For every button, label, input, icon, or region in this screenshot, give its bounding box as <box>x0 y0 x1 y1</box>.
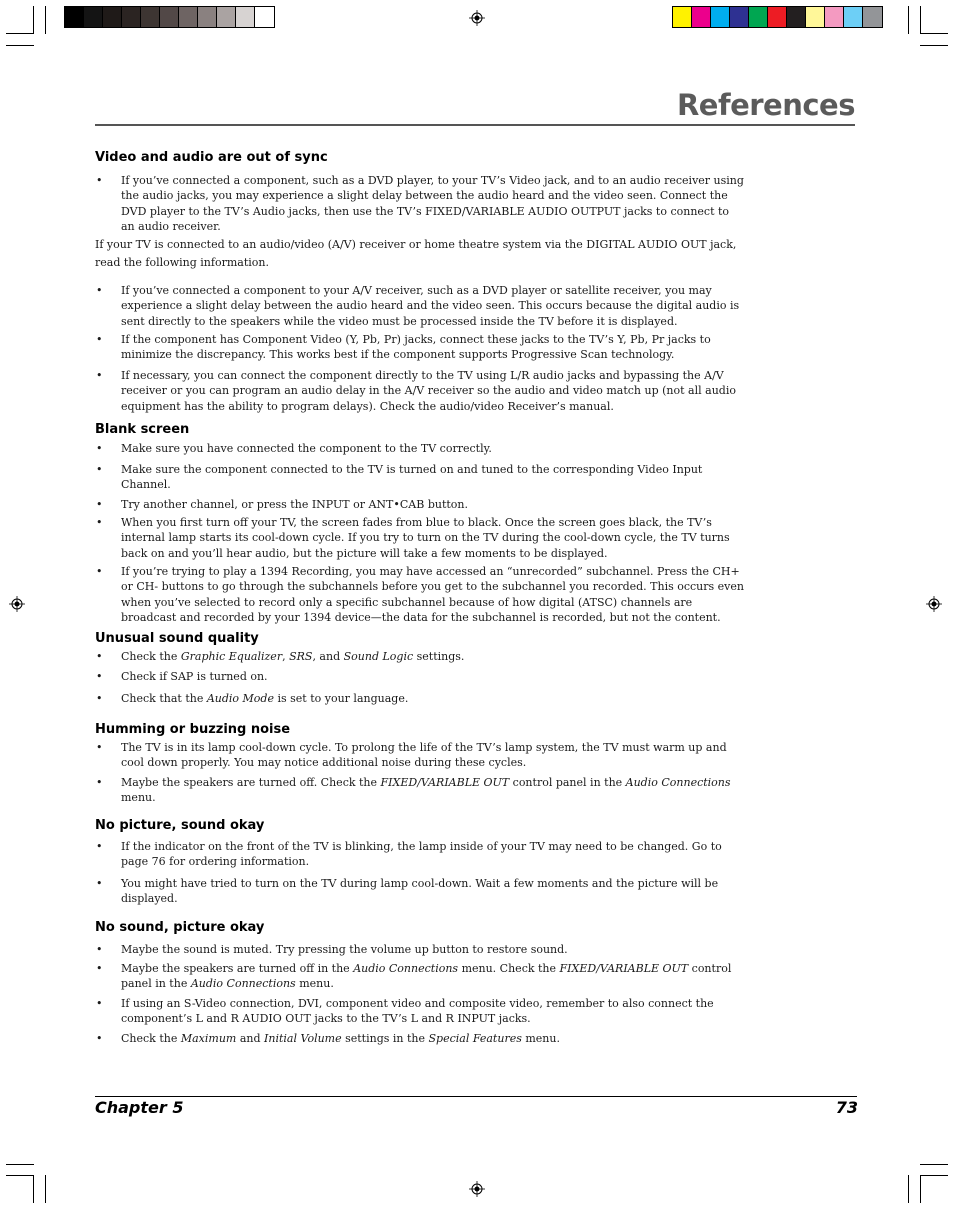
bullet: • <box>96 962 103 975</box>
registration-mark-icon <box>926 596 942 612</box>
crop-mark <box>920 33 948 34</box>
bullet: • <box>96 1032 103 1045</box>
registration-mark-icon <box>9 596 25 612</box>
list-item: Try another channel, or press the INPUT or ANT•CAB button. <box>121 498 468 511</box>
list-item: If you’ve connected a component, such as a DVD player, to your TV’s Video jack, and to an audio receiver using the audio jacks, you may experience a slight delay between the audio heard and the video seen. Connect the DVD player to the TV’s Audio jacks, then use the TV’s FIXED/VARIABLE AUDIO OUTPUT jacks to connect to an audio receiver. <box>121 174 744 233</box>
bullet: • <box>96 776 103 789</box>
list-item: You might have tried to turn on the TV during lamp cool-down. Wait a few moments and the picture will be displayed. <box>121 877 719 906</box>
list-item: If you’re trying to play a 1394 Recording, you may have accessed an “unrecorded” subchannel. Press the CH+ or CH- buttons to go through the subchannels before you get to the subchannel you recorded. This occurs even when you’ve selected to record only a specific subchannel because of how digital (ATSC) channels are broadcast and recorded by your 1394 device—the data for the subchannel is recorded, but not the content. <box>121 565 744 624</box>
color-swatch <box>84 7 103 27</box>
bullet: • <box>96 333 103 346</box>
color-swatch <box>730 7 749 27</box>
section-heading: Blank screen <box>95 422 190 437</box>
color-swatch <box>768 7 787 27</box>
crop-mark <box>6 33 34 34</box>
color-swatch <box>844 7 863 27</box>
bullet: • <box>96 565 103 578</box>
registration-mark-icon <box>469 10 485 26</box>
list-item: When you first turn off your TV, the screen fades from blue to black. Once the screen goes black, the TV’s internal lamp starts its cool-down cycle. If you try to turn on the TV during the cool-down cycle, the TV turns back on and you’ll hear audio, but the picture will take a few moments to be displayed. <box>121 516 730 560</box>
crop-mark <box>6 1164 34 1165</box>
bullet: • <box>96 516 103 529</box>
bullet: • <box>96 498 103 511</box>
section-heading: No picture, sound okay <box>95 818 265 833</box>
crop-mark <box>45 1175 46 1203</box>
chapter-label: Chapter 5 <box>95 1098 184 1117</box>
color-swatch <box>255 7 274 27</box>
list-item: Check if SAP is turned on. <box>121 670 268 683</box>
list-item: If the indicator on the front of the TV is blinking, the lamp inside of your TV may need to be changed. Go to page 76 for ordering information. <box>121 840 722 869</box>
registration-mark-icon <box>469 1181 485 1197</box>
color-swatch <box>198 7 217 27</box>
bullet: • <box>96 174 103 187</box>
color-swatch <box>179 7 198 27</box>
paragraph: If your TV is connected to an audio/video (A/V) receiver or home theatre system via the DIGITAL AUDIO OUT jack, read the following information. <box>95 238 737 269</box>
bullet: • <box>96 997 103 1010</box>
crop-mark <box>908 6 909 34</box>
crop-mark <box>45 6 46 34</box>
bullet: • <box>96 670 103 683</box>
list-item: Check the Graphic Equalizer, SRS, and Sound Logic settings. <box>121 650 465 663</box>
crop-mark <box>33 6 34 34</box>
list-item: If necessary, you can connect the component directly to the TV using L/R audio jacks and bypassing the A/V receiver or you can program an audio delay in the A/V receiver so the audio and video match up (not all audio equipment has the ability to program delays). Check the audio/video Receiver’s manual. <box>121 369 736 413</box>
list-item: Maybe the speakers are turned off in the Audio Connections menu. Check the FIXED/VARIABLE OUT control panel in the Audio Connections menu. <box>121 962 732 991</box>
color-swatch <box>711 7 730 27</box>
bullet: • <box>96 877 103 890</box>
crop-mark <box>6 1175 34 1176</box>
page-number: 73 <box>835 1098 858 1117</box>
crop-mark <box>920 1175 948 1176</box>
color-swatch <box>141 7 160 27</box>
list-item: Check that the Audio Mode is set to your language. <box>121 692 409 705</box>
footer-rule <box>95 1096 857 1097</box>
page-title: References <box>676 88 855 122</box>
color-swatch <box>806 7 825 27</box>
color-swatch <box>863 7 882 27</box>
bullet: • <box>96 369 103 382</box>
grayscale-color-bar <box>64 6 275 28</box>
list-item: Maybe the speakers are turned off. Check the FIXED/VARIABLE OUT control panel in the Audio Connections menu. <box>121 776 731 805</box>
color-swatch <box>236 7 255 27</box>
list-item: If the component has Component Video (Y, Pb, Pr) jacks, connect these jacks to the TV’s Y, Pb, Pr jacks to minimize the discrepancy. This works best if the component supports Progressive Scan technology. <box>121 333 711 362</box>
bullet: • <box>96 692 103 705</box>
crop-mark <box>920 1164 948 1165</box>
color-swatch <box>749 7 768 27</box>
color-swatch <box>787 7 806 27</box>
crop-mark <box>33 1175 34 1203</box>
color-swatch <box>160 7 179 27</box>
color-swatch <box>65 7 84 27</box>
crop-mark <box>6 45 34 46</box>
bullet: • <box>96 840 103 853</box>
crop-mark <box>920 1175 921 1203</box>
bullet: • <box>96 650 103 663</box>
color-swatch <box>103 7 122 27</box>
list-item: If using an S-Video connection, DVI, component video and composite video, remember to also connect the component’s L and R AUDIO OUT jacks to the TV’s L and R INPUT jacks. <box>121 997 714 1026</box>
list-item: The TV is in its lamp cool-down cycle. To prolong the life of the TV’s lamp system, the TV must warm up and cool down properly. You may notice additional noise during these cycles. <box>121 741 727 770</box>
bullet: • <box>96 442 103 455</box>
color-swatch <box>122 7 141 27</box>
header-rule <box>95 124 855 126</box>
crop-mark <box>908 1175 909 1203</box>
list-item: Maybe the sound is muted. Try pressing the volume up button to restore sound. <box>121 943 568 956</box>
list-item: Make sure the component connected to the TV is turned on and tuned to the corresponding Video Input Channel. <box>121 463 703 492</box>
crop-mark <box>920 6 921 34</box>
color-swatch <box>217 7 236 27</box>
bullet: • <box>96 741 103 754</box>
section-heading: Humming or buzzing noise <box>95 722 291 737</box>
crop-mark <box>920 45 948 46</box>
section-heading: Video and audio are out of sync <box>95 150 328 165</box>
list-item: If you’ve connected a component to your A/V receiver, such as a DVD player or satellite receiver, you may experience a slight delay between the audio heard and the video seen. This occurs because the digital audio is sent directly to the speakers while the video must be processed inside the TV before it is displayed. <box>121 284 740 328</box>
list-item: Make sure you have connected the component to the TV correctly. <box>121 442 492 455</box>
process-color-bar <box>672 6 883 28</box>
bullet: • <box>96 463 103 476</box>
section-heading: Unusual sound quality <box>95 631 259 646</box>
color-swatch <box>692 7 711 27</box>
color-swatch <box>673 7 692 27</box>
list-item: Check the Maximum and Initial Volume settings in the Special Features menu. <box>121 1032 560 1045</box>
bullet: • <box>96 943 103 956</box>
bullet: • <box>96 284 103 297</box>
section-heading: No sound, picture okay <box>95 920 265 935</box>
color-swatch <box>825 7 844 27</box>
